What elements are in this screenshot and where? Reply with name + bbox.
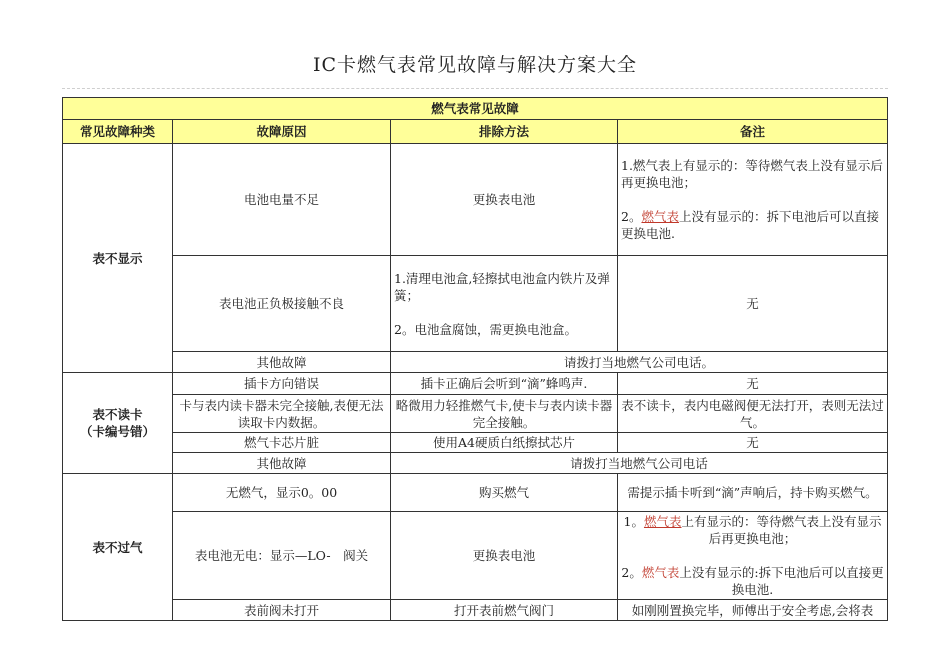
- remedy-cell: 略微用力轻推燃气卡,使卡与表内读卡器完全接触。: [391, 395, 618, 433]
- cause-cell: 表前阀未打开: [173, 600, 391, 621]
- note-cell: 无: [618, 373, 888, 395]
- fault-type-line: 表不读卡: [92, 407, 143, 422]
- fault-table: [62, 97, 888, 621]
- remedy-cell: 使用A4硬质白纸擦拭芯片: [391, 433, 618, 453]
- cause-cell: 燃气卡芯片脏: [173, 433, 391, 453]
- note-cell: 无: [618, 433, 888, 453]
- table-row: [63, 512, 888, 600]
- remedy-cell: 购买燃气: [391, 474, 618, 512]
- cause-cell: 卡与表内读卡器未完全接触,表便无法读取卡内数据。: [173, 395, 391, 433]
- cause-cell: 无燃气，显示0。00: [173, 474, 391, 512]
- note-line-suffix: 上没有显示的：拆下电池后可以直接更换电池.: [621, 209, 879, 241]
- gas-meter-text: 燃气表: [641, 565, 680, 580]
- table-row: [63, 433, 888, 453]
- note-line-suffix: 上没有显示的:拆下电池后可以直接更换电池.: [679, 565, 884, 597]
- remedy-cell: [391, 256, 618, 352]
- note-cell: 无: [618, 256, 888, 352]
- table-row: [63, 600, 888, 621]
- header-remedy: 排除方法: [391, 120, 618, 144]
- cause-cell: 插卡方向错误: [173, 373, 391, 395]
- fault-type-no-gas-flow: 表不过气: [63, 474, 173, 621]
- table-row: [63, 373, 888, 395]
- remedy-cell: 插卡正确后会听到“滴”蜂鸣声.: [391, 373, 618, 395]
- remedy-line: 2。电池盒腐蚀，需更换电池盒。: [394, 321, 577, 337]
- gas-meter-link[interactable]: 燃气表: [643, 514, 682, 529]
- remedy-line: 1.清理电池盒,轻擦拭电池盒内铁片及弹簧；: [394, 270, 610, 303]
- remedy-cell: 打开表前燃气阀门: [391, 600, 618, 621]
- gas-meter-link[interactable]: 燃气表: [641, 209, 679, 224]
- table-row: [63, 256, 888, 352]
- table-row: [63, 144, 888, 256]
- fault-type-no-card-read: [63, 373, 173, 474]
- remedy-cell: 请拨打当地燃气公司电话: [391, 453, 888, 474]
- cause-cell: 电池电量不足: [173, 144, 391, 256]
- table-header-row: [63, 120, 888, 144]
- remedy-cell: 更换表电池: [391, 512, 618, 600]
- dashed-divider: [62, 88, 888, 89]
- cause-cell: 其他故障: [173, 453, 391, 474]
- note-line-prefix: 2。: [621, 565, 642, 580]
- table-caption-row: [63, 98, 888, 120]
- note-cell: [618, 512, 888, 600]
- header-fault-type: 常见故障种类: [63, 120, 173, 144]
- table-row: [63, 474, 888, 512]
- table-row: [63, 395, 888, 433]
- note-line-prefix: 1。: [623, 514, 644, 529]
- note-line-suffix: 上有显示的：等待燃气表上没有显示后再更换电池；: [681, 514, 882, 546]
- header-cause: 故障原因: [173, 120, 391, 144]
- note-line-prefix: 2。: [621, 209, 642, 224]
- fault-type-line: （卡编号错）: [79, 424, 155, 439]
- table-row: [63, 453, 888, 474]
- fault-type-no-display: 表不显示: [63, 144, 173, 373]
- table-row: [63, 352, 888, 373]
- note-cell: 如刚刚置换完毕，师傅出于安全考虑,会将表: [618, 600, 888, 621]
- table-caption: 燃气表常见故障: [63, 98, 888, 120]
- remedy-cell: 更换表电池: [391, 144, 618, 256]
- cause-cell: 其他故障: [173, 352, 391, 373]
- remedy-cell: 请拨打当地燃气公司电话。: [391, 352, 888, 373]
- cause-cell: 表电池正负极接触不良: [173, 256, 391, 352]
- note-line: 1.燃气表上有显示的：等待燃气表上没有显示后再更换电池；: [621, 158, 883, 190]
- note-cell: 表不读卡，表内电磁阀便无法打开，表则无法过气。: [618, 395, 888, 433]
- note-cell: [618, 144, 888, 256]
- cause-cell: 表电池无电：显示—LO- 阀关: [173, 512, 391, 600]
- header-note: 备注: [618, 120, 888, 144]
- note-cell: 需提示插卡听到“滴”声响后，持卡购买燃气。: [618, 474, 888, 512]
- document-title: IC卡燃气表常见故障与解决方案大全: [312, 54, 638, 76]
